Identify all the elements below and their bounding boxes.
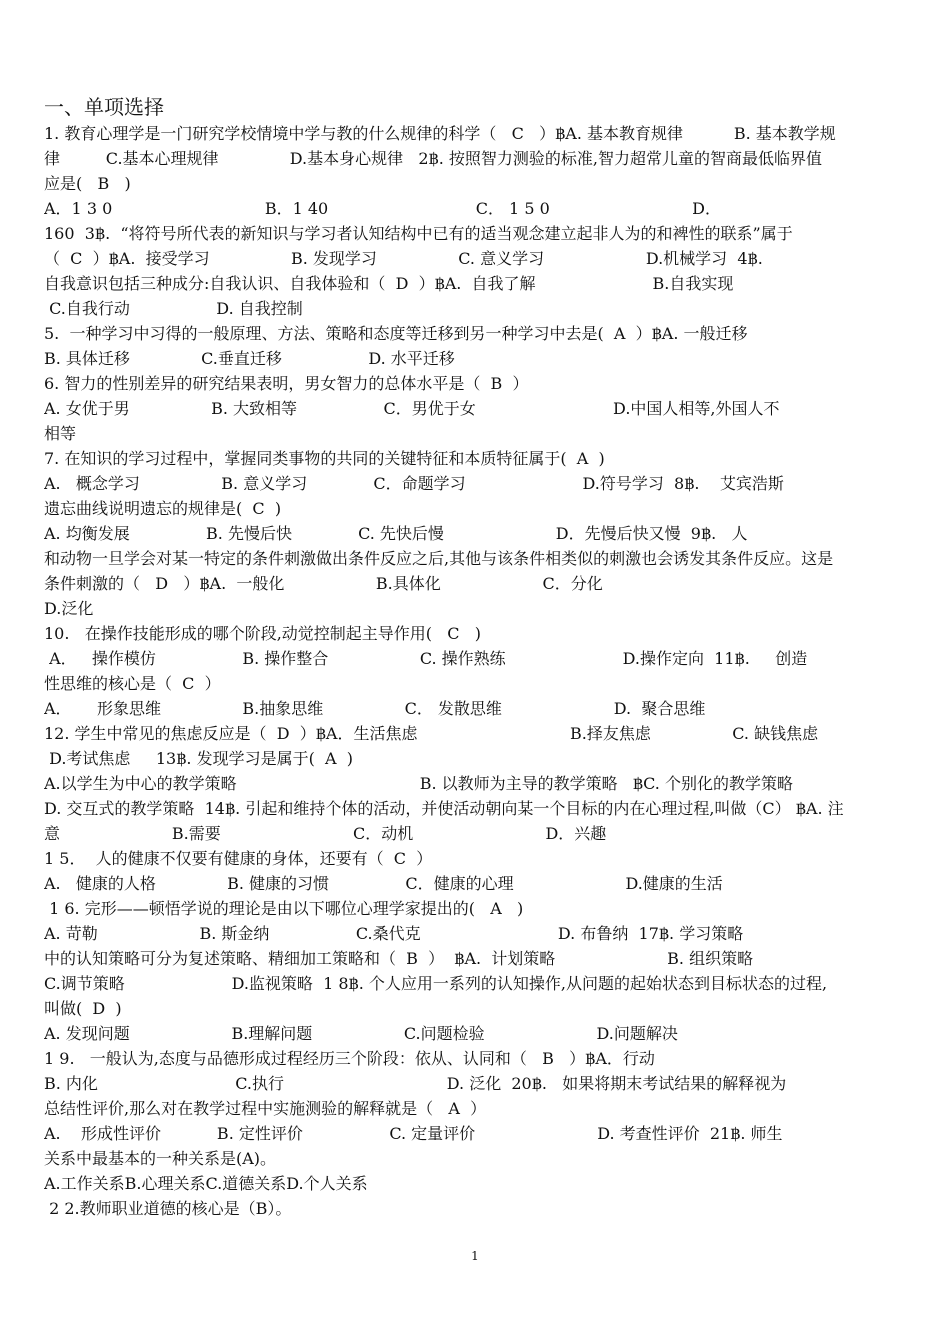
text-line: 1 9. 一般认为,态度与品德形成过程经历三个阶段：依从、认同和（ B ）฿A．行动 xyxy=(44,1049,655,1068)
page-number: 1 xyxy=(471,1249,479,1263)
text-line: C.自我行动 D. 自我控制 xyxy=(44,299,303,318)
text-line: 性思维的核心是（ C ） xyxy=(44,674,221,693)
text-line: A. 形成性评价 B. 定性评价 C. 定量评价 D. 考查性评价 21฿. 师生 xyxy=(44,1124,783,1143)
text-line: A.工作关系B.心理关系C.道德关系D.个人关系 xyxy=(44,1174,368,1193)
text-line: 中的认知策略可分为复述策略、精细加工策略和（ B ） ฿A. 计划策略 B. 组织策略 xyxy=(44,949,754,968)
text-line: 1 5． 人的健康不仅要有健康的身体，还要有（ C ） xyxy=(44,849,433,868)
question-list xyxy=(44,121,906,1221)
text-line: 12. 学生中常见的焦虑反应是（ D ）฿A．生活焦虑 B.择友焦虑 C. 缺钱焦虑 xyxy=(44,724,819,743)
text-line: A.以学生为中心的教学策略 B. 以教师为主导的教学策略 ฿C. 个别化的教学策略 xyxy=(44,774,793,793)
text-line: A. 苛勒 B. 斯金纳 C.桑代克 D. 布鲁纳 17฿. 学习策略 xyxy=(44,924,744,943)
text-line: A. 健康的人格 B. 健康的习惯 C．健康的心理 D.健康的生活 xyxy=(44,874,723,893)
text-line: 7. 在知识的学习过程中，掌握同类事物的共同的关键特征和本质特征属于( A ) xyxy=(44,449,605,468)
text-line: 关系中最基本的一种关系是(A)。 xyxy=(44,1149,277,1168)
text-line: 160 3฿. “将符号所代表的新知识与学习者认知结构中已有的适当观念建立起非人为的和裨性的联系”属于 xyxy=(44,224,793,243)
text-line: A. 概念学习 B. 意义学习 C．命题学习 D.符号学习 8฿. 艾宾浩斯 xyxy=(44,474,784,493)
text-line: A．1 3 0 B．1 40 C． 1 5 0 D． xyxy=(44,199,721,218)
text-line: A. 女优于男 B. 大致相等 C．男优于女 D.中国人相等,外国人不 xyxy=(44,399,780,418)
text-line: （ C ）฿A. 接受学习 B. 发现学习 C. 意义学习 D.机械学习 4฿. xyxy=(44,249,763,268)
text-line: 和动物一旦学会对某一特定的条件刺激做出条件反应之后,其他与该条件相类似的刺激也会诱发其条件反应。这是 xyxy=(44,549,834,568)
text-line: 10. 在操作技能形成的哪个阶段,动觉控制起主导作用( C ) xyxy=(44,624,482,643)
text-line: A. 发现问题 B.理解问题 C.问题检验 D.问题解决 xyxy=(44,1024,678,1043)
section-title: 一、单项选择 xyxy=(44,95,164,119)
text-line: D. 交互式的教学策略 14฿. 引起和维持个体的活动，并使活动朝向某一个目标的内在心理过程,叫做（C） ฿A. 注 xyxy=(44,799,844,818)
text-line: 条件刺激的（ D ）฿A. 一般化 B.具体化 C．分化 xyxy=(44,574,603,593)
text-line: 意 B.需要 C．动机 D．兴趣 xyxy=(44,824,607,843)
text-line: 自我意识包括三种成分:自我认识、自我体验和（ D ）฿A. 自我了解 B.自我实现 xyxy=(44,274,734,293)
text-line: A. 均衡发展 B. 先慢后快 C. 先快后慢 D．先慢后快又慢 9฿. 人 xyxy=(44,524,748,543)
text-line: 1. 教育心理学是一门研究学校情境中学与教的什么规律的科学（ C ）฿A. 基本教育规律 B. 基本教学规 xyxy=(44,124,836,143)
text-line: B. 内化 C.执行 D. 泛化 20฿. 如果将期末考试结果的解释视为 xyxy=(44,1074,787,1093)
text-line: 遗忘曲线说明遗忘的规律是( C ) xyxy=(44,499,282,518)
text-line: B. 具体迁移 C.垂直迁移 D. 水平迁移 xyxy=(44,349,455,368)
text-line: 应是( B ) xyxy=(44,174,131,193)
text-line: A． 形象思维 B.抽象思维 C． 发散思维 D. 聚合思维 xyxy=(44,699,706,718)
text-line: 2 2.教师职业道德的核心是（B）。 xyxy=(44,1199,292,1218)
text-line: 相等 xyxy=(44,424,77,443)
text-line: 叫做( D ) xyxy=(44,999,122,1018)
text-line: 总结性评价,那么对在教学过程中实施测验的解释就是（ A ） xyxy=(44,1099,487,1118)
text-line: 1 6. 完形——顿悟学说的理论是由以下哪位心理学家提出的( A ) xyxy=(44,899,524,918)
text-line: C.调节策略 D.监视策略 1 8฿. 个人应用一系列的认知操作,从问题的起始状态到目标状态的过程, xyxy=(44,974,828,993)
text-line: 律 C.基本心理规律 D.基本身心规律 2฿. 按照智力测验的标准,智力超常儿童的智商最低临界值 xyxy=(44,149,822,168)
text-line: 6. 智力的性别差异的研究结果表明，男女智力的总体水平是（ B ） xyxy=(44,374,529,393)
text-line: 5. 一种学习中习得的一般原理、方法、策略和态度等迁移到另一种学习中去是( A ）฿A. 一般迁移 xyxy=(44,324,748,343)
text-line: D.考试焦虑 13฿. 发现学习是属于( A ) xyxy=(44,749,353,768)
text-line: A． 操作模仿 B. 操作整合 C. 操作熟练 D.操作定向 11฿. 创造 xyxy=(44,649,808,668)
text-line: D.泛化 xyxy=(44,599,94,618)
